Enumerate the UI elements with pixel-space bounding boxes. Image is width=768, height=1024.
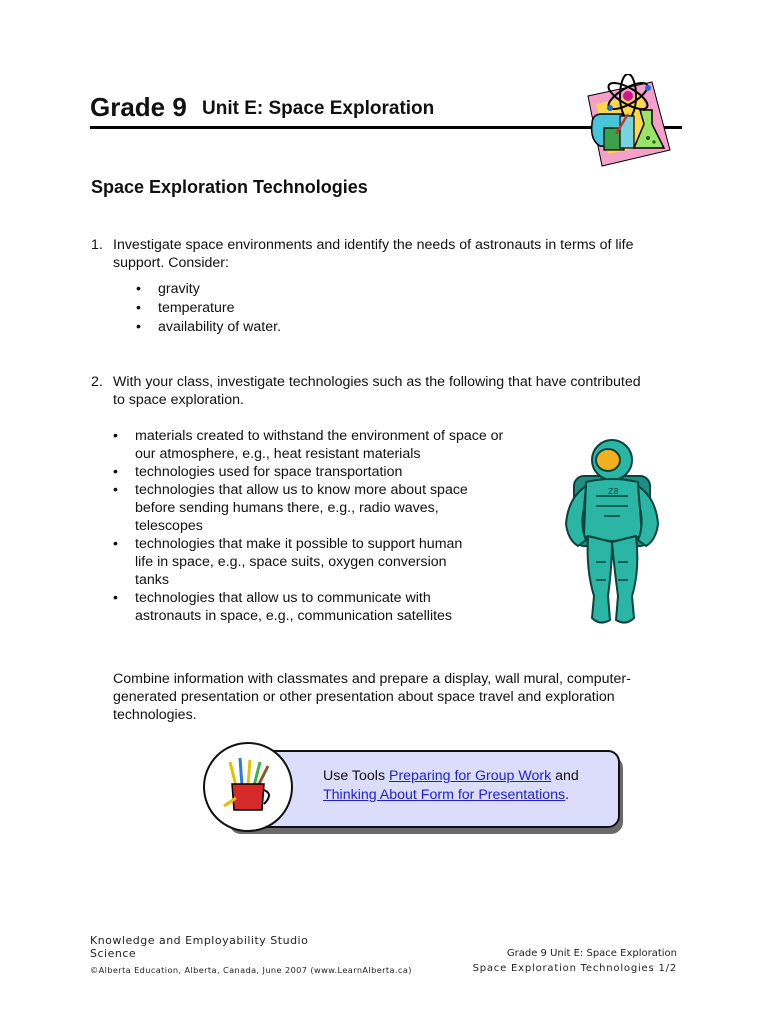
bullet-dot: •: [113, 428, 118, 444]
item-1-text-line-1: Investigate space environments and identify the needs of astronauts in terms of life: [113, 237, 634, 253]
science-lab-clipart-icon: [582, 74, 674, 170]
astronaut-clipart-icon: [556, 436, 668, 630]
item-1-text-line-2: support. Consider:: [113, 255, 229, 271]
list-item: [136, 318, 281, 337]
list-item: [113, 535, 553, 589]
bullet-dot: •: [113, 482, 118, 498]
list-item: [113, 463, 553, 481]
list-item: [136, 299, 281, 318]
bullet-text-line: before sending humans there, e.g., radio waves,: [135, 500, 439, 516]
combine-line-2: generated presentation or other presentation about space travel and exploration: [113, 689, 615, 705]
bullet-text-line: technologies used for space transportation: [135, 464, 403, 480]
item-2-text-line-1: With your class, investigate technologies such as the following that have contributed: [113, 374, 641, 390]
footer-org-line-1: Knowledge and Employability Studio: [90, 934, 309, 947]
svg-text:Z8: Z8: [608, 487, 619, 496]
section-title: Space Exploration Technologies: [91, 177, 368, 197]
bullet-text-line: materials created to withstand the environment of space or: [135, 428, 504, 444]
item-2-text-line-2: to space exploration.: [113, 392, 244, 408]
item-2-bullet-list: [113, 427, 553, 625]
callout-middle: and: [551, 768, 579, 784]
list-item: [136, 280, 281, 299]
bullet-text-line: technologies that allow us to communicate with: [135, 590, 431, 606]
item-2-text: [113, 373, 693, 409]
item-number-2: 2.: [91, 374, 103, 390]
link-thinking-form-presentations[interactable]: Thinking About Form for Presentations: [323, 787, 566, 803]
item-1-bullet-list: [136, 280, 281, 337]
bullet-dot: •: [113, 536, 118, 552]
item-1-text: [113, 236, 693, 272]
bullet-text-line: technologies that allow us to know more about space: [135, 482, 468, 498]
bullet-text-line: our atmosphere, e.g., heat resistant materials: [135, 446, 421, 462]
list-item: [113, 589, 553, 625]
bullet-text-line: telescopes: [135, 518, 203, 534]
bullet-dot: •: [136, 300, 141, 316]
item-number-1: 1.: [91, 237, 103, 253]
list-item: [113, 481, 553, 535]
bullet-text-line: tanks: [135, 572, 169, 588]
bullet-dot: •: [136, 281, 141, 297]
footer-page-label: Space Exploration Technologies 1/2: [472, 963, 677, 974]
footer-copyright: ©Alberta Education, Alberta, Canada, June 2007 (www.LearnAlberta.ca): [90, 965, 412, 975]
bullet-dot: •: [113, 590, 118, 606]
bullet-dot: •: [113, 464, 118, 480]
unit-heading: Unit E: Space Exploration: [202, 98, 435, 119]
bullet-text: gravity: [158, 281, 200, 297]
footer-org-line-2: Science: [90, 947, 137, 960]
combine-paragraph: [113, 670, 673, 724]
callout-text: [323, 767, 613, 805]
bullet-text-line: technologies that make it possible to support human: [135, 536, 463, 552]
list-item: [113, 427, 553, 463]
bullet-text-line: astronauts in space, e.g., communication satellites: [135, 608, 453, 624]
footer-organization: [90, 934, 308, 960]
grade-heading: Grade 9: [90, 92, 187, 122]
callout-prefix: Use Tools: [323, 768, 389, 784]
bullet-text: availability of water.: [158, 319, 282, 335]
combine-line-3: technologies.: [113, 707, 197, 723]
combine-line-1: Combine information with classmates and prepare a display, wall mural, computer-: [113, 671, 631, 687]
bullet-text: temperature: [158, 300, 235, 316]
pencil-cup-icon: [222, 756, 276, 814]
bullet-dot: •: [136, 319, 141, 335]
callout-suffix: .: [565, 787, 570, 803]
footer-unit-label: Grade 9 Unit E: Space Exploration: [506, 948, 677, 959]
link-preparing-group-work[interactable]: Preparing for Group Work: [388, 768, 552, 784]
bullet-text-line: life in space, e.g., space suits, oxygen conversion: [135, 554, 447, 570]
